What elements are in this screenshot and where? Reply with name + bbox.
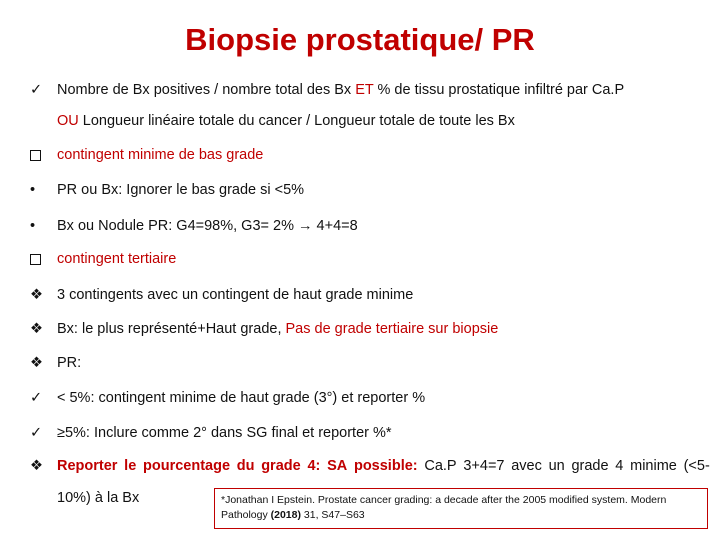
reference-box [214, 488, 708, 529]
list-item-text: PR ou Bx: Ignorer le bas grade si <5% [57, 182, 305, 198]
checkbox-icon [30, 150, 41, 161]
reference-year: (2018) [270, 509, 301, 521]
diamond-icon: ❖ [30, 321, 43, 337]
highlight-text: Pas de grade tertiaire sur biopsie [285, 321, 499, 337]
criteria-line [30, 81, 704, 99]
alternative-text: Longueur linéaire totale du cancer / Longueur totale de toute les Bx [82, 113, 515, 129]
word: Reporter [57, 458, 118, 474]
word: (<5- [683, 458, 710, 474]
check-icon: ✓ [30, 425, 43, 441]
reference-pages: 31, S47–S63 [303, 509, 365, 521]
word: 4 [615, 458, 624, 474]
list-item [30, 217, 704, 235]
recommendation-continuation: 10%) à la Bx [57, 490, 140, 506]
word: grade [261, 458, 301, 474]
check-icon: ✓ [30, 82, 43, 98]
word: pourcentage [143, 458, 231, 474]
arrow-right-icon: → [298, 218, 313, 234]
section-heading: contingent minime de bas grade [57, 147, 264, 163]
word: avec [511, 458, 542, 474]
section-tertiary [30, 250, 704, 270]
list-item-text: PR: [57, 355, 82, 371]
criteria-text: Nombre de Bx positives / nombre total des Bx [57, 82, 352, 98]
criteria-line [30, 389, 704, 407]
bullet-icon: • [30, 182, 36, 198]
diamond-icon: ❖ [30, 355, 43, 371]
criteria-text: contingent minime de haut grade (3°) et reporter % [98, 390, 426, 406]
word: possible: [353, 458, 418, 474]
word: 3+4=7 [463, 458, 505, 474]
checkbox-icon [30, 254, 41, 265]
ou-keyword: OU [57, 113, 79, 129]
slide-title: Biopsie prostatique/ PR [185, 22, 535, 57]
list-item-text: Bx ou Nodule PR: G4=98%, G3= 2% [57, 218, 294, 234]
alternative-line [57, 112, 704, 130]
word: minime [630, 458, 677, 474]
threshold-label: < 5%: [57, 390, 95, 406]
criteria-text-cont: % de tissu prostatique infiltré par Ca.P [377, 82, 625, 98]
diamond-icon: ❖ [30, 287, 43, 303]
list-item [30, 320, 704, 338]
list-item [30, 354, 704, 372]
word: Ca.P [424, 458, 457, 474]
list-item-text: Bx: le plus représenté+Haut grade, [57, 321, 282, 337]
score-result: 4+4=8 [316, 218, 358, 234]
criteria-text: Inclure comme 2° dans SG final et reporter %* [93, 425, 392, 441]
diamond-icon: ❖ [30, 458, 43, 474]
word: du [236, 458, 255, 474]
bullet-icon: • [30, 218, 36, 234]
check-icon: ✓ [30, 390, 43, 406]
reference-line: *Jonathan I Epstein. Prostate cancer grading: a decade after the 2005 modified system. Modern [221, 494, 667, 506]
section-heading: contingent tertiaire [57, 251, 177, 267]
word: 4: [307, 458, 321, 474]
word: un [548, 458, 565, 474]
journal-name: Pathology [221, 509, 268, 521]
list-item [30, 181, 704, 199]
word: le [124, 458, 137, 474]
et-keyword: ET [355, 82, 374, 98]
list-item [30, 286, 704, 304]
threshold-label: ≥5%: [57, 425, 90, 441]
word: grade [571, 458, 609, 474]
word: SA [327, 458, 348, 474]
list-item-text: 3 contingents avec un contingent de haut grade minime [57, 287, 414, 303]
criteria-line [30, 424, 704, 442]
section-low-grade [30, 146, 704, 166]
reference-line [221, 508, 701, 523]
